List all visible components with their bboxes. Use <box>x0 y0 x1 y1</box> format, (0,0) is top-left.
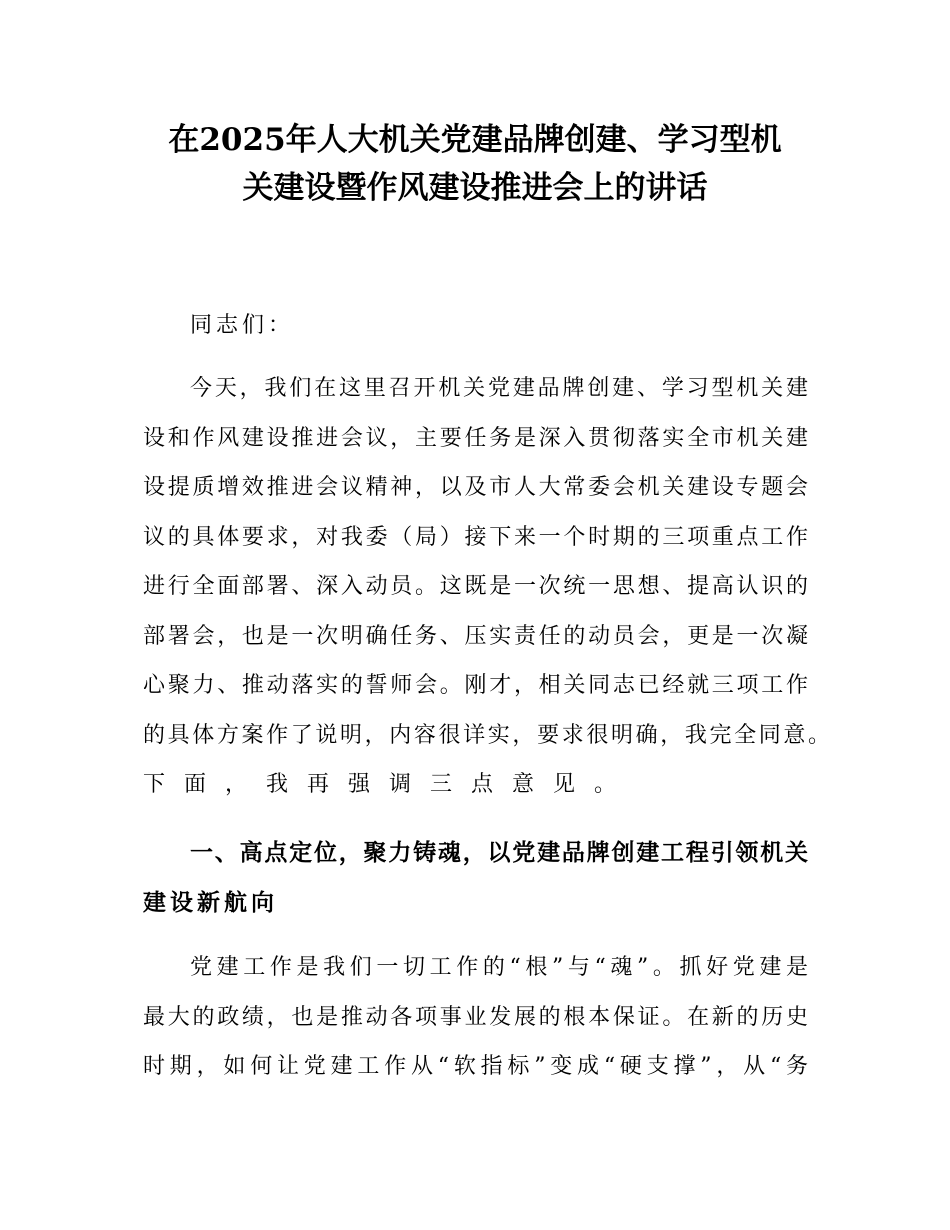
heading-line: 建设新航向 <box>143 890 278 916</box>
paragraph-line: 的具体方案作了说明，内容很详实，要求很明确，我完全同意。 <box>143 723 830 748</box>
heading-line: 一、高点定位，聚力铸魂，以党建品牌创建工程引领机关 <box>190 840 808 866</box>
title-line: 关建设暨作风建设推进会上的讲话 <box>242 170 708 206</box>
salutation: 同志们： <box>190 313 295 338</box>
paragraph-line: 议的具体要求，对我委（局）接下来一个时期的三项重点工作 <box>143 525 808 550</box>
paragraph-line: 心聚力、推动落实的誓师会。刚才，相关同志已经就三项工作 <box>143 673 808 698</box>
document-title <box>100 116 850 212</box>
paragraph-line: 设提质增效推进会议精神，以及市人大常委会机关建设专题会 <box>143 475 808 500</box>
paragraph-line: 今天，我们在这里召开机关党建品牌创建、学习型机关建 <box>190 376 808 401</box>
paragraph-line: 进行全面部署、深入动员。这既是一次统一思想、提高认识的 <box>143 574 808 599</box>
paragraph-line: 部署会，也是一次明确任务、压实责任的动员会，更是一次凝 <box>143 624 808 649</box>
paragraph-line: 下面，我再强调三点意见。 <box>143 772 636 797</box>
paragraph-line: 时期，如何让党建工作从“软指标”变成“硬支撑”，从“务 <box>143 1054 808 1079</box>
paragraph-line: 党建工作是我们一切工作的“根”与“魂”。抓好党建是 <box>190 955 808 980</box>
title-line: 在2025年人大机关党建品牌创建、学习型机 <box>168 122 782 158</box>
paragraph-line: 最大的政绩，也是推动各项事业发展的根本保证。在新的历史 <box>143 1005 808 1030</box>
paragraph-line: 设和作风建设推进会议，主要任务是深入贯彻落实全市机关建 <box>143 426 808 451</box>
